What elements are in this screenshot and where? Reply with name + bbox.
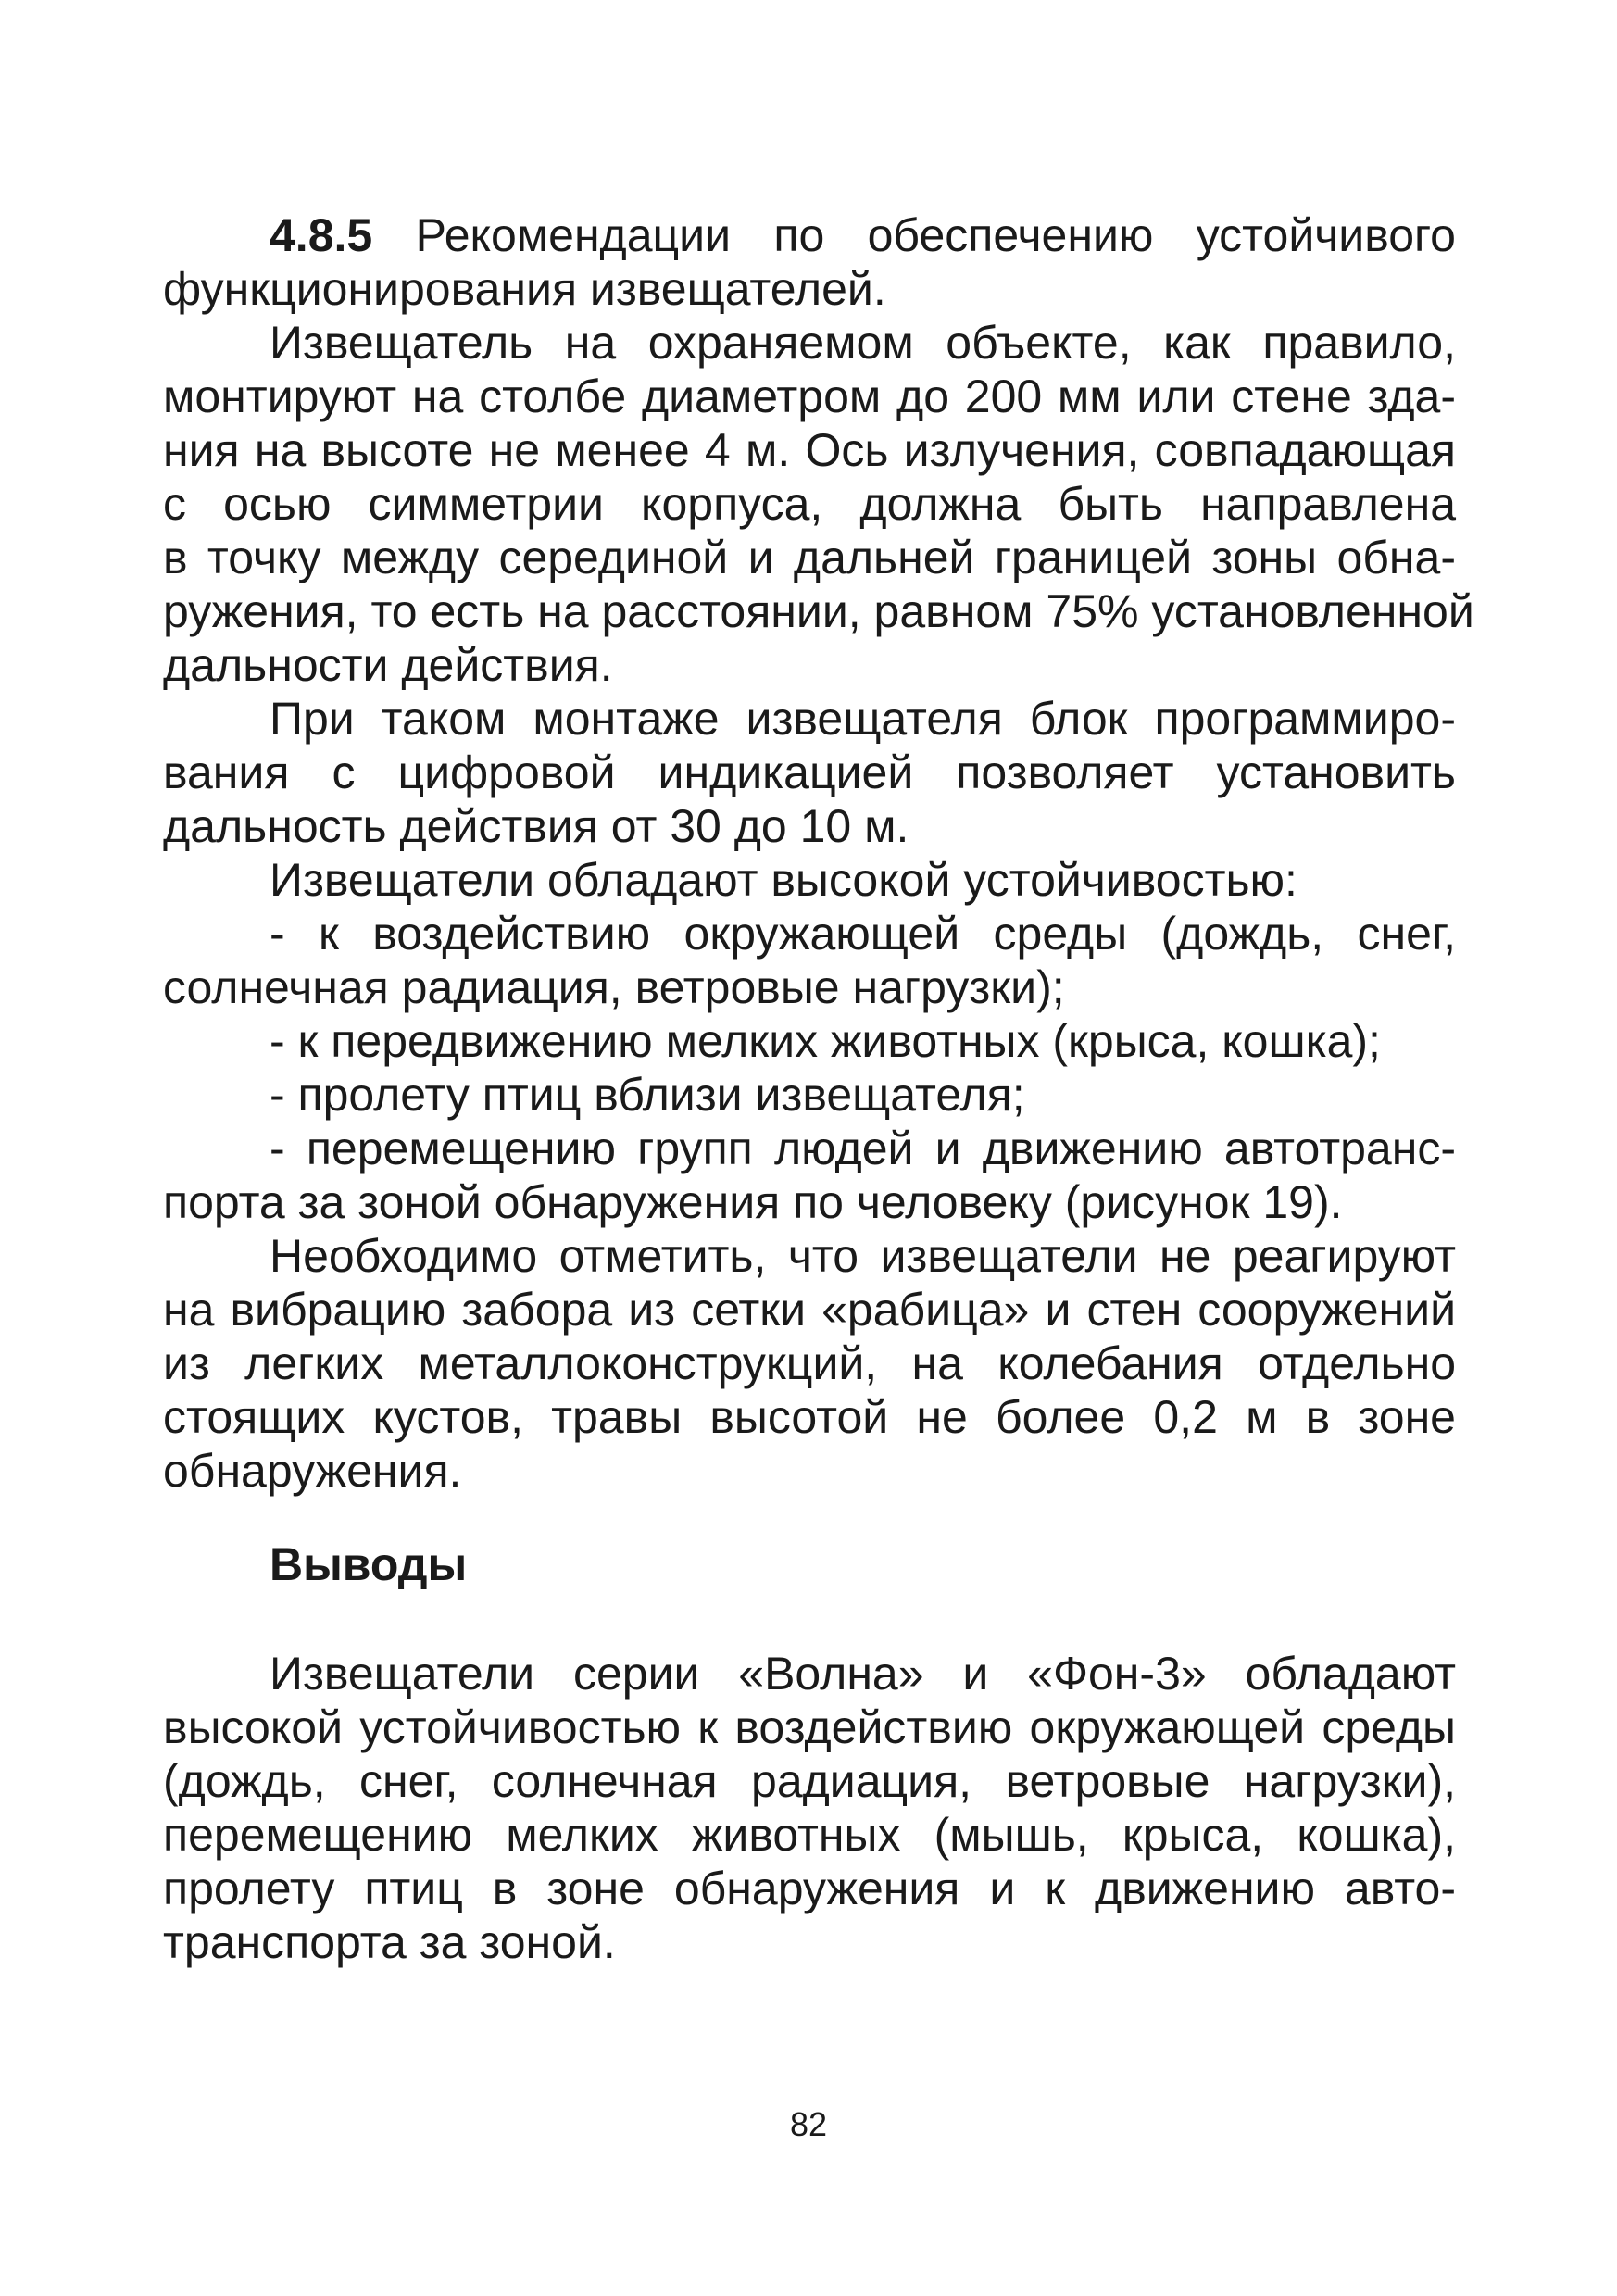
text-line: монтируют на столбе диаметром до 200 мм или стене зда- (163, 370, 1456, 422)
text-line: из легких металлоконструкций, на колебания отдельно (163, 1337, 1456, 1389)
text-line: порта за зоной обнаружения по человеку (рисунок 19). (163, 1176, 1343, 1228)
paragraph (163, 316, 1474, 692)
text-line: вания с цифровой индикацией позволяет установить (163, 747, 1456, 798)
text-line: дальность действия от 30 до 10 м. (163, 800, 909, 852)
text-line: высокой устойчивостью к воздействию окружающей среды (163, 1701, 1456, 1753)
text-line: транспорта за зоной. (163, 1916, 616, 1968)
text-line: Необходимо отметить, что извещатели не реагируют (270, 1230, 1456, 1282)
section-heading (163, 208, 1456, 316)
page-number: 82 (789, 2105, 828, 2143)
paragraph (163, 1229, 1456, 1498)
paragraph (163, 692, 1456, 853)
text-line: При таком монтаже извещателя блок программиро- (270, 693, 1456, 745)
text-line: перемещению мелких животных (мышь, крыса, кошка), (163, 1809, 1456, 1861)
text-line: (дождь, снег, солнечная радиация, ветровые нагрузки), (163, 1755, 1456, 1807)
text-line: - к передвижению мелких животных (крыса, кошка); (270, 1015, 1381, 1067)
list-item (163, 907, 1456, 1014)
text-line: - перемещению групп людей и движению автотранс- (270, 1123, 1456, 1174)
text-line: ружения, то есть на расстоянии, равном 75% установленной (163, 585, 1474, 637)
text-line: Извещатель на охраняемом объекте, как правило, (270, 317, 1456, 369)
body-text (163, 208, 1474, 1498)
paragraph (163, 853, 1456, 907)
text-line: ния на высоте не менее 4 м. Ось излучения, совпадающая (163, 424, 1456, 476)
text-line: - пролету птиц вблизи извещателя; (270, 1069, 1025, 1121)
section-heading-line: функционирования извещателей. (163, 263, 886, 315)
text-line: с осью симметрии корпуса, должна быть направлена (163, 478, 1456, 530)
text-line: в точку между серединой и дальней границей зоны обна- (163, 532, 1456, 583)
section-number: 4.8.5 (270, 209, 373, 261)
list-item (163, 1122, 1456, 1229)
text-line: стоящих кустов, травы высотой не более 0,2 м в зоне (163, 1391, 1456, 1443)
text-line: - к воздействию окружающей среды (дождь, снег, (270, 908, 1456, 960)
text-line: солнечная радиация, ветровые нагрузки); (163, 961, 1065, 1013)
text-line: дальности действия. (163, 639, 613, 691)
text-line: пролету птиц в зоне обнаружения и к движению авто- (163, 1863, 1456, 1914)
list-item (163, 1068, 1456, 1122)
text-line: на вибрацию забора из сетки «рабица» и стен сооружений (163, 1284, 1456, 1336)
conclusions-heading: Выводы (270, 1538, 468, 1590)
conclusions-paragraph (163, 1647, 1456, 1969)
section-heading-line (163, 208, 1456, 262)
text-line: Извещатели серии «Волна» и «Фон-3» обладают (270, 1648, 1456, 1700)
text-line: обнаружения. (163, 1445, 462, 1497)
list-item (163, 1014, 1456, 1068)
section-title: Рекомендации по обеспечению устойчивого (415, 209, 1456, 261)
text-line: Извещатели обладают высокой устойчивостью: (270, 854, 1297, 906)
